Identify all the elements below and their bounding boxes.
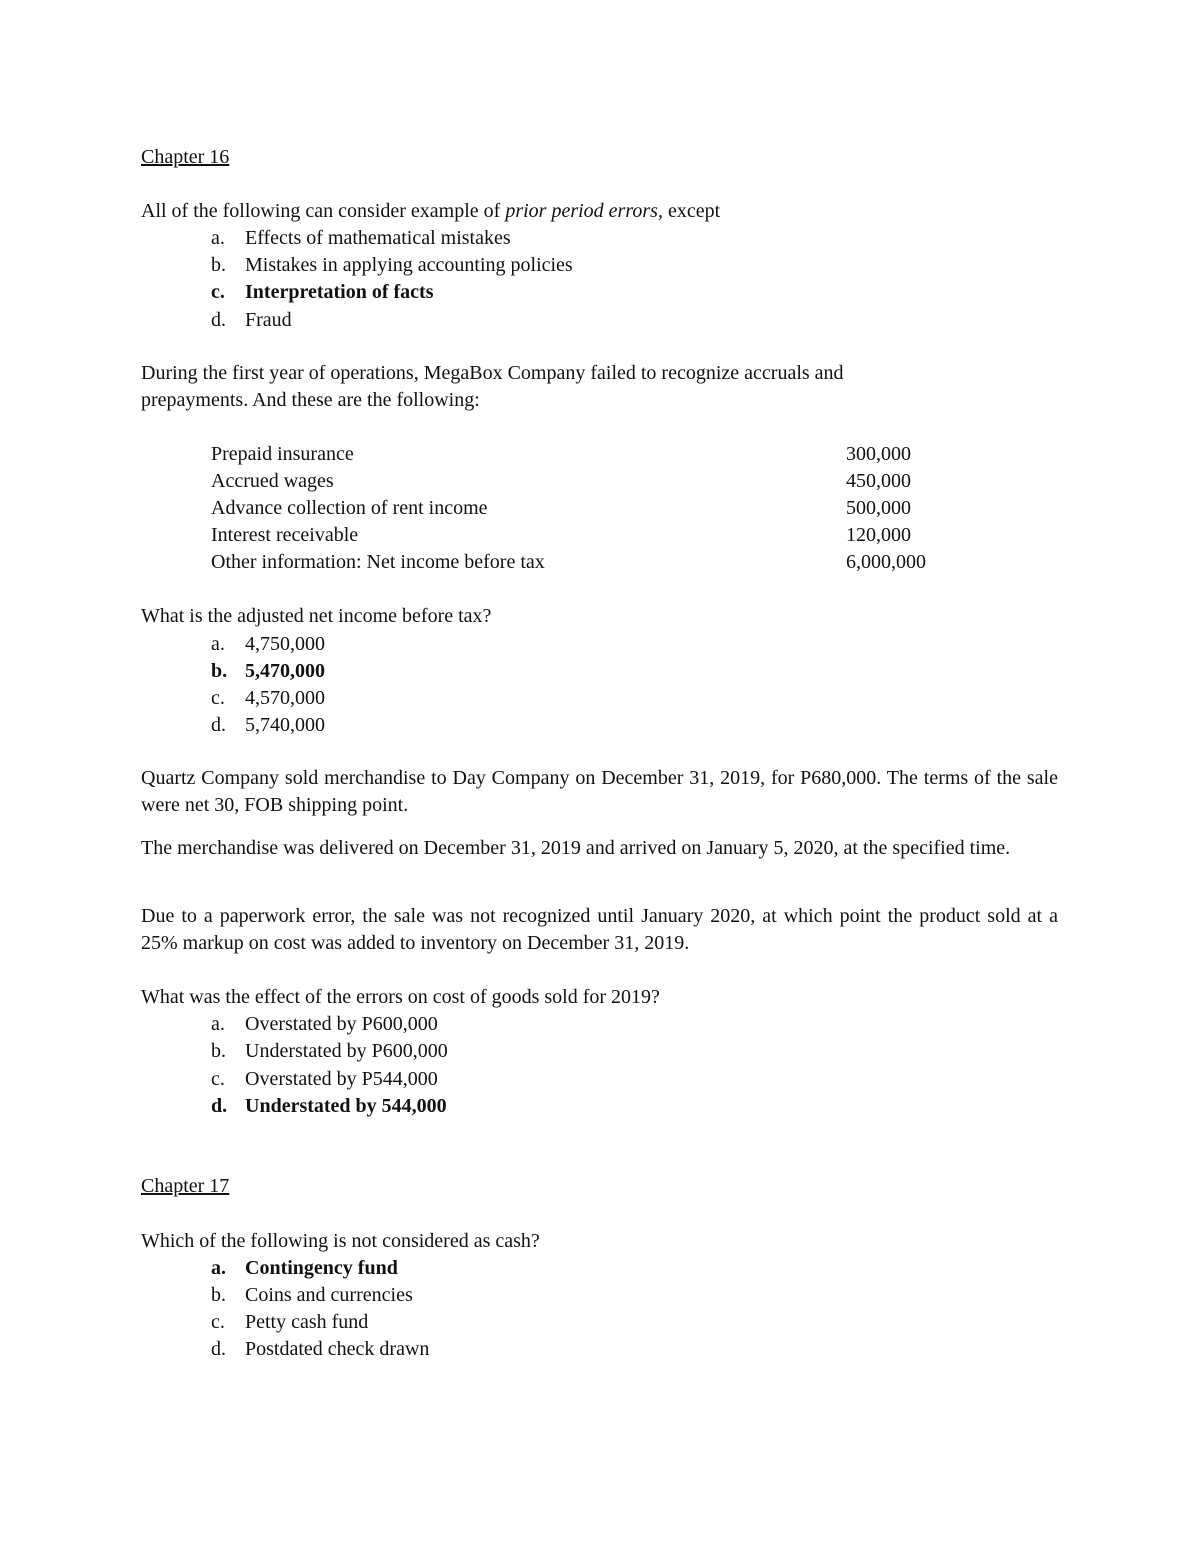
c17-option-d: d. Postdated check drawn [211,1338,430,1360]
table-row-label: Prepaid insurance [211,443,354,465]
table-row-label: Advance collection of rent income [211,497,488,519]
table-row-value: 500,000 [846,497,911,519]
question-2-intro-line2: prepayments. And these are the following: [141,389,480,411]
q1-option-b: b. Mistakes in applying accounting policies [211,254,573,276]
q1-option-c-answer: c. Interpretation of facts [211,281,434,303]
question-1-suffix: except [662,200,721,222]
q3-option-c: c. Overstated by P544,000 [211,1068,438,1090]
q3-option-a: a. Overstated by P600,000 [211,1013,438,1035]
question-3-paragraph-2: The merchandise was delivered on December 31, 2019 and arrived on January 5, 2020, at the specified time. [141,837,1011,859]
c17-option-a-answer: a. Contingency fund [211,1257,398,1279]
table-row-label: Accrued wages [211,470,334,492]
question-2-intro-line1: During the first year of operations, MegaBox Company failed to recognize accruals and [141,362,844,384]
table-row-value: 300,000 [846,443,911,465]
question-2-text: What is the adjusted net income before tax? [141,605,492,627]
c17-option-c: c. Petty cash fund [211,1311,369,1333]
table-row-value: 120,000 [846,524,911,546]
q1-option-a: a. Effects of mathematical mistakes [211,227,511,249]
q3-option-d-answer: d. Understated by 544,000 [211,1095,447,1117]
q2-option-c: c. 4,570,000 [211,687,325,709]
table-row-value: 6,000,000 [846,551,926,573]
q3-option-b: b. Understated by P600,000 [211,1040,448,1062]
table-row-label: Interest receivable [211,524,359,546]
question-3-paragraph-1: Quartz Company sold merchandise to Day Company on December 31, 2019, for P680,000. The terms of the sale were net 30, FOB shipping point. [141,767,1058,816]
c17-option-b: b. Coins and currencies [211,1284,413,1306]
table-row-label: Other information: Net income before tax [211,551,545,573]
q2-option-a: a. 4,750,000 [211,633,325,655]
chapter-17-heading: Chapter 17 [141,1175,230,1197]
chapter-17-question-text: Which of the following is not considered as cash? [141,1230,540,1252]
q2-option-d: d. 5,740,000 [211,714,325,736]
question-1-text [141,199,720,223]
q1-option-d: d. Fraud [211,309,292,331]
question-3-text: What was the effect of the errors on cost of goods sold for 2019? [141,986,660,1008]
question-3-paragraph-3: Due to a paperwork error, the sale was not recognized until January 2020, at which point the product sold at a 25% markup on cost was added to inventory on December 31, 2019. [141,905,1058,954]
chapter-16-heading: Chapter 16 [141,146,230,168]
table-row-value: 450,000 [846,470,911,492]
question-1-italic-term: prior period errors, [505,200,663,222]
q2-option-b-answer: b. 5,470,000 [211,660,325,682]
question-1-prefix: All of the following can consider example of [141,200,506,222]
